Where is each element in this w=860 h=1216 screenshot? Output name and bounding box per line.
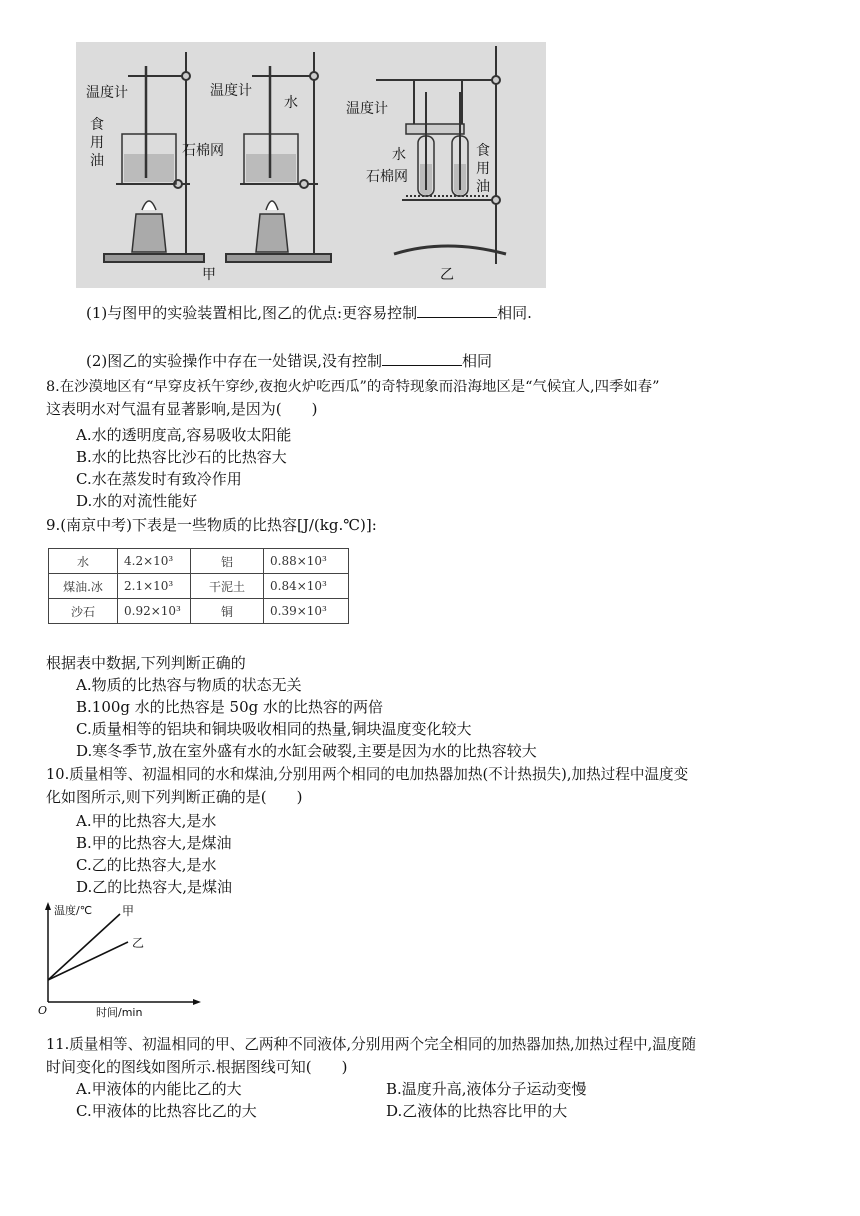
q8-option-a[interactable]: A.水的透明度高,容易吸收太阳能 <box>76 426 292 444</box>
q9-question: 根据表中数据,下列判断正确的 <box>46 654 246 672</box>
thermometer-label-a: 温度计 <box>86 85 128 101</box>
table-cell: 0.39×10³ <box>264 599 349 624</box>
table-cell: 4.2×10³ <box>118 549 191 574</box>
table-cell: 0.92×10³ <box>118 599 191 624</box>
x-axis-arrow <box>193 999 201 1005</box>
q9-option-d[interactable]: D.寒冬季节,放在室外盛有水的水缸会破裂,主要是因为水的比热容较大 <box>76 742 537 760</box>
q8-stem-line2: 这表明水对气温有显著影响,是因为( ) <box>46 400 318 418</box>
q10-option-d[interactable]: D.乙的比热容大,是煤油 <box>76 878 233 896</box>
q11-option-a[interactable]: A.甲液体的内能比乙的大 <box>76 1080 242 1098</box>
caption-yi: 乙 <box>440 267 454 283</box>
graph-xlabel: 时间/min <box>96 1006 143 1019</box>
table-row <box>49 574 349 599</box>
q7-sub1 <box>86 302 532 324</box>
graph-line-label-yi: 乙 <box>132 936 145 950</box>
line-jia <box>48 914 120 980</box>
q10-option-c[interactable]: C.乙的比热容大,是水 <box>76 856 217 874</box>
thermometer-label-b: 温度计 <box>210 83 252 99</box>
q7-sub2-end: 相同 <box>462 352 493 370</box>
graph-ylabel: 温度/℃ <box>54 904 93 917</box>
oil-label-a: 食用油 <box>90 117 104 169</box>
q8-option-b[interactable]: B.水的比热容比沙石的比热容大 <box>76 448 287 466</box>
q11-stem-line1: 11.质量相等、初温相同的甲、乙两种不同液体,分别用两个完全相同的加热器加热,加热过程中,温度随 <box>46 1036 697 1053</box>
q7-sub2-text: (2)图乙的实验操作中存在一处错误,没有控制 <box>86 352 383 370</box>
q8-stem-line1: 8.在沙漠地区有“早穿皮袄午穿纱,夜抱火炉吃西瓜”的奇特现象而沿海地区是“气候宜人,四季如春” <box>46 379 660 395</box>
water-label-c: 水 <box>392 147 406 163</box>
graph-origin: O <box>38 1004 48 1017</box>
table-cell: 0.84×10³ <box>264 574 349 599</box>
gauze-label-c: 石棉网 <box>366 169 408 185</box>
table-row <box>49 599 349 624</box>
table-cell: 铜 <box>191 599 264 624</box>
q7-sub2 <box>86 350 492 372</box>
q8-option-c[interactable]: C.水在蒸发时有致冷作用 <box>76 470 242 488</box>
q11-option-c[interactable]: C.甲液体的比热容比乙的大 <box>76 1102 257 1120</box>
q7-sub1-text: (1)与图甲的实验装置相比,图乙的优点:更容易控制 <box>86 304 418 322</box>
table-cell: 干泥土 <box>191 574 264 599</box>
table-row <box>49 549 349 574</box>
q9-option-c[interactable]: C.质量相等的铝块和铜块吸收相同的热量,铜块温度变化较大 <box>76 720 472 738</box>
q7-sub2-blank[interactable] <box>382 351 462 366</box>
q9-stem: 9.(南京中考)下表是一些物质的比热容[J/(kg.℃)]: <box>46 516 377 534</box>
specific-heat-table <box>48 548 349 624</box>
caption-jia: 甲 <box>202 267 216 283</box>
thermometer-label-c: 温度计 <box>346 101 388 117</box>
table-cell: 2.1×10³ <box>118 574 191 599</box>
q10-stem-line2: 化如图所示,则下列判断正确的是( ) <box>46 788 303 806</box>
temperature-time-graph <box>36 900 206 1020</box>
q9-option-a[interactable]: A.物质的比热容与物质的状态无关 <box>76 676 302 694</box>
table-cell: 0.88×10³ <box>264 549 349 574</box>
apparatus-figure <box>76 42 546 288</box>
q11-stem-line2: 时间变化的图线如图所示.根据图线可知( ) <box>46 1058 348 1076</box>
q10-option-a[interactable]: A.甲的比热容大,是水 <box>76 812 217 830</box>
gauze-label-b: 石棉网 <box>182 143 224 159</box>
q11-option-b[interactable]: B.温度升高,液体分子运动变慢 <box>386 1080 587 1098</box>
line-yi <box>48 942 128 980</box>
graph-svg <box>36 900 206 1020</box>
q8-option-d[interactable]: D.水的对流性能好 <box>76 492 198 510</box>
table-cell: 水 <box>49 549 118 574</box>
q9-option-b[interactable]: B.100g 水的比热容是 50g 水的比热容的两倍 <box>76 698 384 716</box>
table-cell: 煤油.冰 <box>49 574 118 599</box>
q10-stem-line1: 10.质量相等、初温相同的水和煤油,分别用两个相同的电加热器加热(不计热损失),加热过程中温度变 <box>46 766 689 783</box>
q7-sub1-blank[interactable] <box>417 303 497 318</box>
graph-line-label-jia: 甲 <box>122 904 135 918</box>
oil-label-c: 食用油 <box>476 143 490 195</box>
q10-option-b[interactable]: B.甲的比热容大,是煤油 <box>76 834 232 852</box>
table-cell: 铝 <box>191 549 264 574</box>
q11-option-d[interactable]: D.乙液体的比热容比甲的大 <box>386 1102 568 1120</box>
water-label-b: 水 <box>284 95 298 111</box>
q7-sub1-end: 相同. <box>497 304 532 322</box>
y-axis-arrow <box>45 902 51 910</box>
table-cell: 沙石 <box>49 599 118 624</box>
